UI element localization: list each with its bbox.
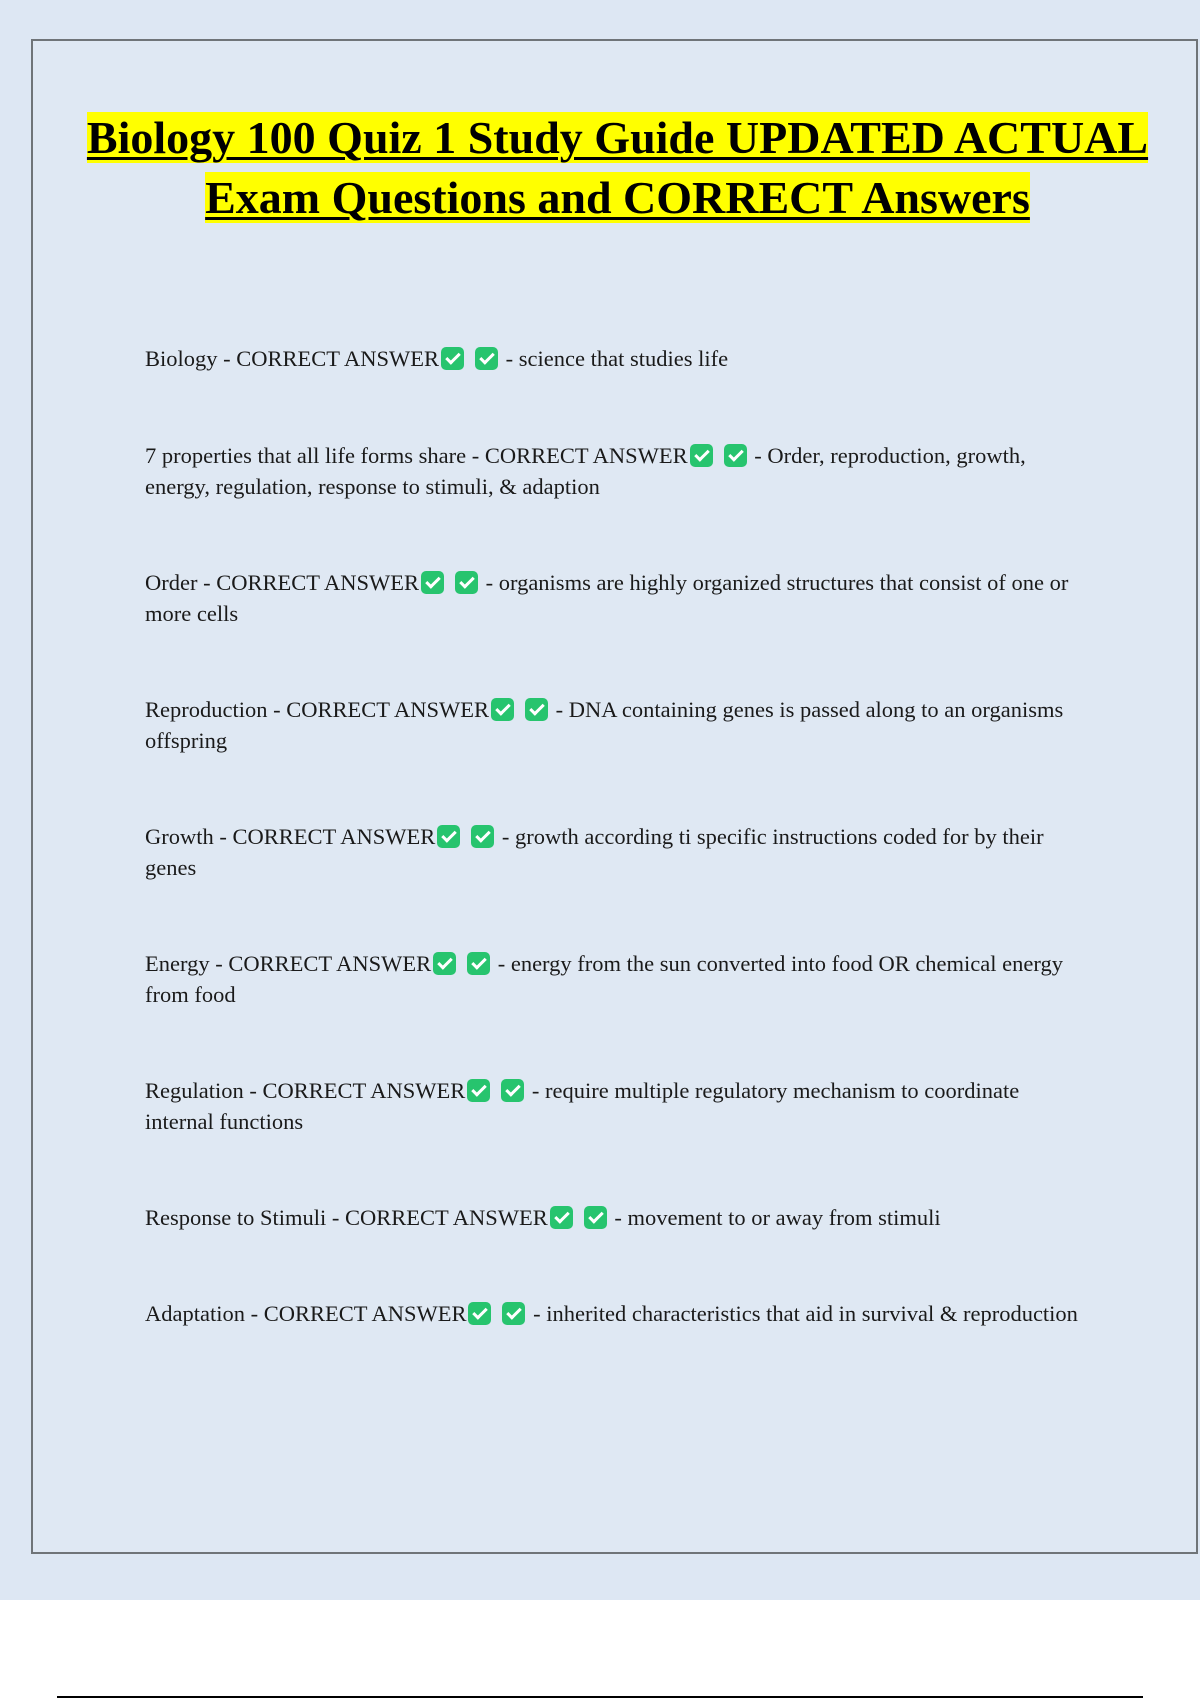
answer-label: CORRECT ANSWER [228,951,432,976]
entry-term: Growth [145,824,214,849]
document-title-text: Biology 100 Quiz 1 Study Guide UPDATED ACTUAL Exam Questions and CORRECT Answers [86,112,1149,223]
answer-label: CORRECT ANSWER [484,443,688,468]
entry-term: Response to Stimuli [145,1205,327,1230]
entry-term: Energy [145,951,210,976]
check-mark-button-icon [437,825,460,848]
check-mark-button-icon [550,1206,573,1229]
answer-label: CORRECT ANSWER [262,1078,466,1103]
entry-definition: energy from the sun converted into food OR chemical energy from food [145,951,1063,1007]
check-mark-button-icon [467,1079,490,1102]
qa-entry-seven-properties: 7 properties that all life forms share - CORRECT ANSWER - Order, reproduction, growth, energy, regulation, response to stimuli, & adaption [145,443,1026,499]
qa-entry-energy: Energy - CORRECT ANSWER - energy from the sun converted into food OR chemical energy from food [145,951,1063,1007]
qa-entry-biology: Biology - CORRECT ANSWER - science that studies life [145,346,729,371]
check-mark-button-icon [441,347,464,370]
check-mark-button-icon [525,698,548,721]
entry-definition: science that studies life [518,346,729,371]
qa-entry-response-to-stimuli: Response to Stimuli - CORRECT ANSWER - movement to or away from stimuli [145,1205,941,1230]
qa-entry-growth: Growth - CORRECT ANSWER - growth according ti specific instructions coded for by their genes [145,824,1044,880]
entry-definition: movement to or away from stimuli [627,1205,941,1230]
entry-term: Biology [145,346,218,371]
answer-label: CORRECT ANSWER [216,570,419,595]
check-mark-button-icon [421,571,444,594]
check-mark-button-icon [491,698,514,721]
qa-list [145,343,1090,1329]
entry-term: Order [145,570,198,595]
qa-entry-adaptation: Adaptation - CORRECT ANSWER - inherited characteristics that aid in survival & reproduction [145,1301,1078,1326]
check-mark-button-icon [501,1079,524,1102]
check-mark-button-icon [455,571,478,594]
check-mark-button-icon [584,1206,607,1229]
entry-definition: growth according ti specific instructions coded for by their genes [145,824,1044,880]
check-mark-button-icon [468,1302,491,1325]
answer-label: CORRECT ANSWER [345,1205,548,1230]
answer-label: CORRECT ANSWER [232,824,436,849]
answer-label: CORRECT ANSWER [263,1301,467,1326]
entry-definition: DNA containing genes is passed along to an organisms offspring [145,697,1064,753]
footer-divider [57,1696,1143,1698]
entry-definition: organisms are highly organized structures that consist of one or more cells [145,570,1069,626]
check-mark-button-icon [690,444,713,467]
check-mark-button-icon [433,952,456,975]
entry-definition: Order, reproduction, growth, energy, regulation, response to stimuli, & adaption [145,443,1026,499]
check-mark-button-icon [471,825,494,848]
check-mark-button-icon [502,1302,525,1325]
answer-label: CORRECT ANSWER [236,346,440,371]
entry-term: Reproduction [145,697,268,722]
entry-term: 7 properties that all life forms share [145,443,467,468]
entry-definition: inherited characteristics that aid in survival & reproduction [546,1301,1078,1326]
check-mark-button-icon [724,444,747,467]
check-mark-button-icon [467,952,490,975]
qa-entry-order: Order - CORRECT ANSWER - organisms are highly organized structures that consist of one or more cells [145,570,1069,626]
qa-entry-regulation: Regulation - CORRECT ANSWER - require multiple regulatory mechanism to coordinate internal functions [145,1078,1020,1134]
document-title [60,108,1175,228]
entry-term: Regulation [145,1078,244,1103]
entry-definition: require multiple regulatory mechanism to coordinate internal functions [145,1078,1020,1134]
qa-entry-reproduction: Reproduction - CORRECT ANSWER - DNA containing genes is passed along to an organisms offspring [145,697,1064,753]
entry-term: Adaptation [145,1301,245,1326]
check-mark-button-icon [475,347,498,370]
answer-label: CORRECT ANSWER [286,697,489,722]
